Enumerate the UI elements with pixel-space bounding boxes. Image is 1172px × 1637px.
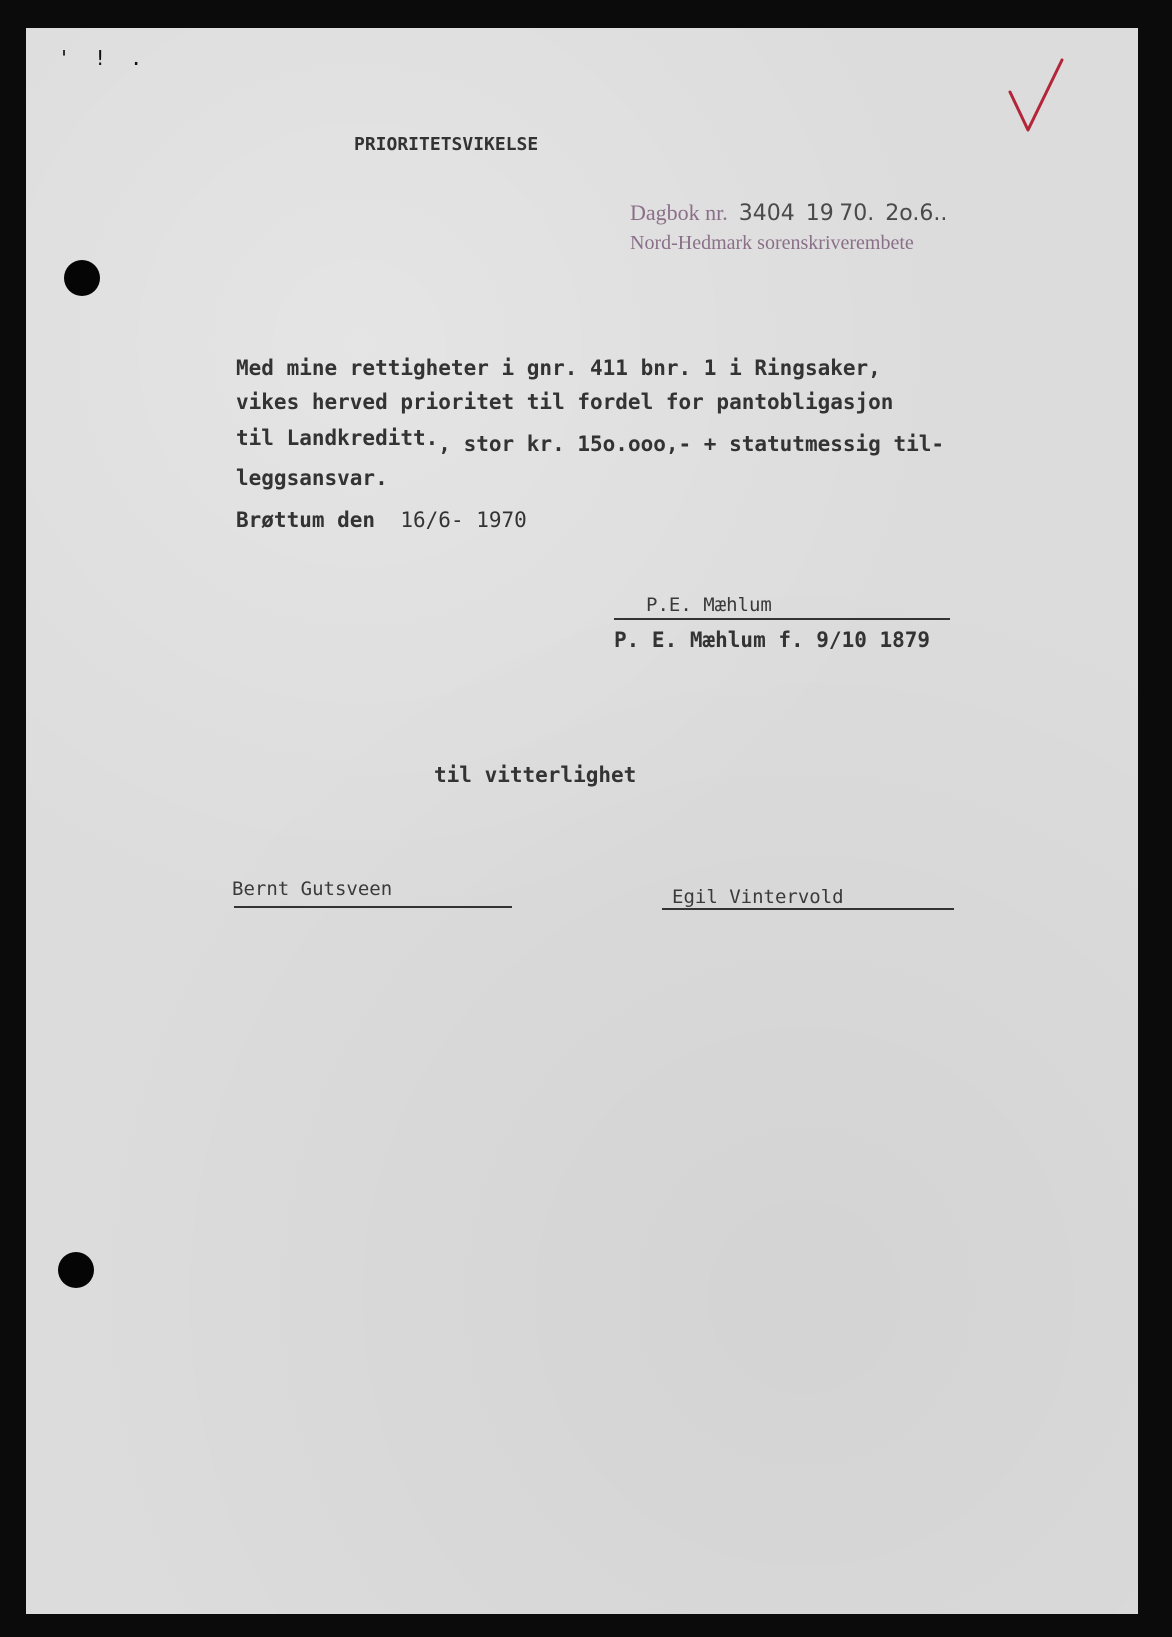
body-line-4: leggsansvar.: [236, 466, 388, 490]
signature-line: [614, 618, 950, 620]
corner-marks: ' ! .: [58, 46, 149, 70]
signature-signed: P.E. Mæhlum: [646, 594, 772, 616]
body-line-3-lender: til Landkreditt.: [236, 426, 439, 450]
signing-date: 16/6- 1970: [400, 508, 527, 532]
stamp-number: 3404: [738, 201, 795, 226]
check-mark-icon: [1006, 56, 1066, 136]
body-line-3: [236, 426, 945, 456]
body-line-3-amount: , stor kr. 15o.ooo,- + statutmessig til-: [438, 432, 945, 456]
document-page: [26, 28, 1138, 1614]
witness-1-line: [234, 906, 512, 908]
stamp-year-prefix: 19: [805, 201, 834, 226]
body-line-1: Med mine rettigheter i gnr. 411 bnr. 1 i Ringsaker,: [236, 356, 881, 380]
stamp-label: Dagbok nr.: [630, 200, 728, 225]
stamp-date: 2o.6..: [885, 201, 948, 226]
journal-stamp: [630, 200, 947, 226]
punch-hole-bottom: [58, 1252, 94, 1288]
witness-2-line: [662, 908, 954, 910]
witness-heading: til vitterlighet: [434, 763, 637, 787]
witness-2-name: Egil Vintervold: [672, 886, 844, 908]
stamp-office: Nord-Hedmark sorenskriverembete: [630, 232, 914, 254]
document-title: PRIORITETSVIKELSE: [354, 134, 539, 155]
signature-typed: P. E. Mæhlum f. 9/10 1879: [614, 628, 931, 652]
stamp-year-suffix: 70.: [839, 201, 875, 226]
witness-1-name: Bernt Gutsveen: [232, 878, 393, 900]
body-line-2: vikes herved prioritet til fordel for pantobligasjon: [236, 390, 894, 414]
place: Brøttum den: [236, 508, 376, 532]
place-date-line: [236, 508, 527, 532]
punch-hole-top: [64, 260, 100, 296]
